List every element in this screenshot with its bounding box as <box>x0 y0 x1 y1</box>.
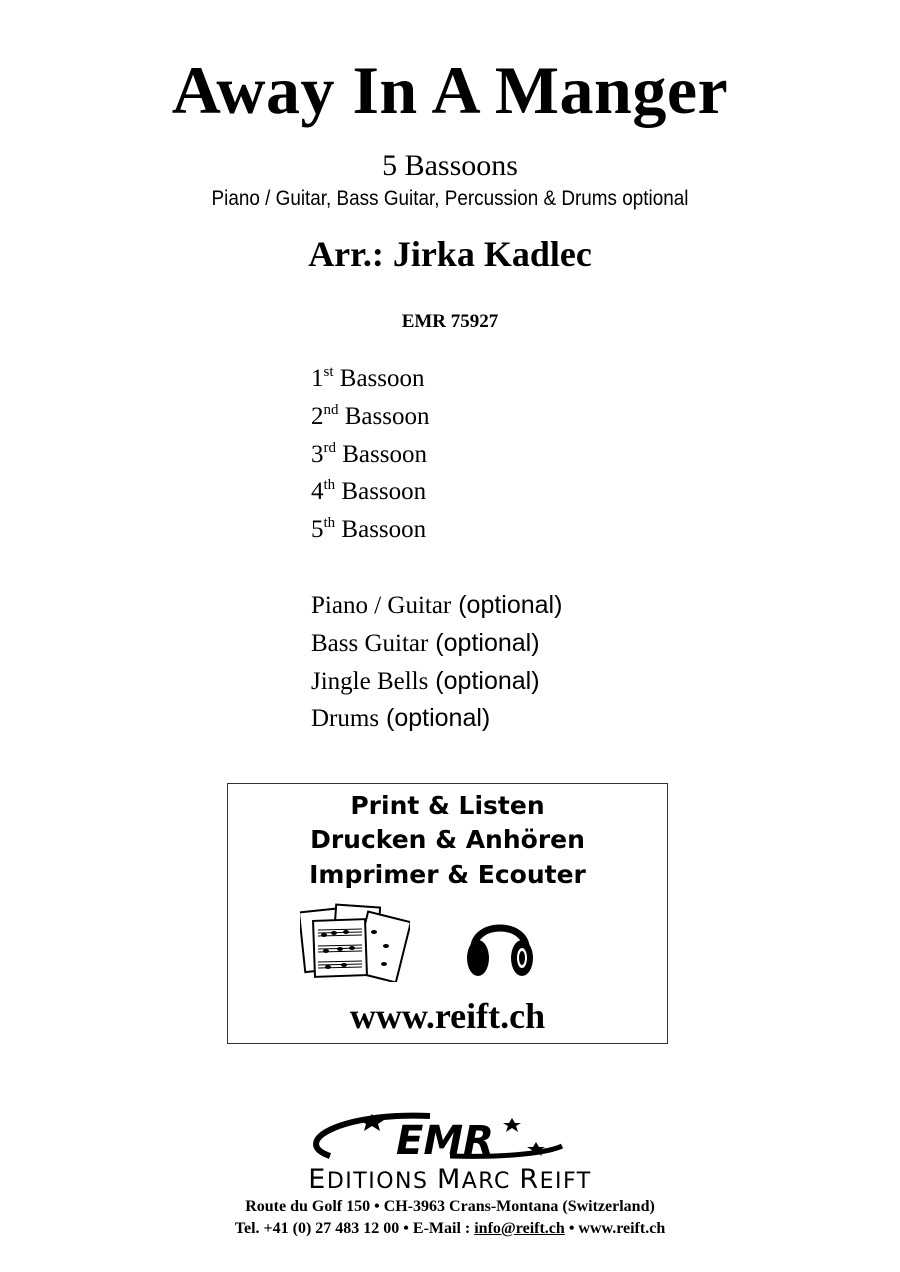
part-number: 2 <box>311 402 324 430</box>
sheet-music-icon <box>300 902 410 982</box>
part-number: 5 <box>311 516 324 544</box>
telephone-text: Tel. +41 (0) 27 483 12 00 • E-Mail : <box>234 1220 475 1237</box>
part-bassoon-1 <box>311 360 731 398</box>
publisher-name <box>0 1166 900 1196</box>
ensemble-subtitle: 5 Bassoons <box>382 149 518 182</box>
publisher-initial: M <box>436 1164 462 1195</box>
headphones-icon <box>464 906 536 984</box>
promo-website: www.reift.ch <box>349 996 546 1036</box>
part-ordinal-suffix: rd <box>323 439 336 456</box>
catalog-number: EMR 75927 <box>401 311 499 332</box>
part-jingle-bells <box>311 663 731 701</box>
part-bassoon-3 <box>311 436 731 474</box>
optional-note: (optional) <box>428 628 540 657</box>
part-name: Bassoon <box>338 402 430 430</box>
part-ordinal-suffix: th <box>323 477 336 494</box>
optional-note: (optional) <box>428 666 540 695</box>
part-name: Jingle Bells <box>311 667 429 695</box>
publisher-word: ARC <box>461 1169 520 1194</box>
part-name: Bassoon <box>333 365 425 392</box>
promo-line-english: Print & Listen <box>350 791 545 820</box>
part-name: Bassoon <box>335 516 427 544</box>
part-number: 1 <box>311 365 324 392</box>
score-title: Away In A Manger <box>171 52 729 128</box>
publisher-initial: E <box>308 1164 327 1195</box>
website-text: • www.reift.ch <box>564 1220 666 1237</box>
optional-note: (optional) <box>451 590 563 619</box>
publisher-contact <box>0 1218 900 1240</box>
promo-line-german: Drucken & Anhören <box>310 825 585 854</box>
part-bassoon-2 <box>311 398 731 436</box>
email-link[interactable]: info@reift.ch <box>474 1220 565 1237</box>
part-drums <box>311 700 731 738</box>
part-bass-guitar <box>311 625 731 663</box>
part-ordinal-suffix: nd <box>323 401 339 418</box>
part-name: Piano / Guitar <box>311 591 452 619</box>
part-bassoon-5 <box>311 511 731 549</box>
part-ordinal-suffix: st <box>323 364 334 380</box>
print-listen-box <box>227 783 668 1044</box>
publisher-word: EIFT <box>539 1169 592 1194</box>
part-ordinal-suffix: th <box>323 515 336 532</box>
emr-logo <box>300 1108 600 1166</box>
part-number: 4 <box>311 478 324 506</box>
arranger-credit: Arr.: Jirka Kadlec <box>308 234 592 274</box>
part-bassoon-4 <box>311 473 731 511</box>
part-name: Bassoon <box>335 478 427 506</box>
parts-spacer <box>311 549 731 587</box>
logo-text: EMR <box>396 1118 494 1164</box>
optional-note: (optional) <box>379 704 491 733</box>
part-piano-guitar <box>311 587 731 625</box>
part-number: 3 <box>311 440 324 468</box>
publisher-initial: R <box>519 1164 540 1195</box>
optional-instrumentation: Piano / Guitar, Bass Guitar, Percussion & Drums optional <box>211 187 689 210</box>
promo-line-french: Imprimer & Ecouter <box>309 860 586 889</box>
parts-list <box>311 360 731 738</box>
publisher-address: Route du Golf 150 • CH-3963 Crans-Montana (Switzerland) <box>245 1198 655 1215</box>
part-name: Bass Guitar <box>311 629 429 657</box>
part-name: Bassoon <box>336 440 427 468</box>
part-name: Drums <box>311 705 380 733</box>
publisher-word: DITIONS <box>326 1169 437 1194</box>
